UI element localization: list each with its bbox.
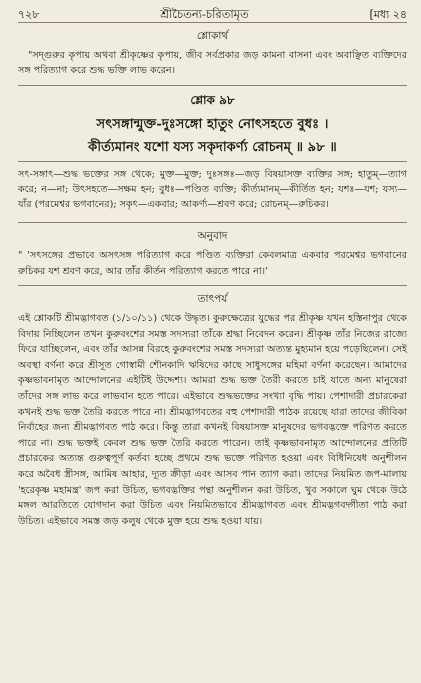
translation-text: " 'সৎসঙ্গের প্রভাবে অসৎসঙ্গ পরিত্যাগ করে পণ্ডিত ব্যক্তিরা কেবলমাত্র একবার পরমেশ্বর ভগবানের রুচিকর যশ শ্রবণ করে, আর তাঁর কীর্তন পরিত্যাগ করতে পারে না।' <box>18 250 407 277</box>
translation-heading: অনুবাদ <box>197 230 228 243</box>
sloka-line-1: সৎসঙ্গান্মুক্ত-দুঃসঙ্গো হাতুং নোৎসহতে বুধঃ । <box>96 116 329 132</box>
sloka-line-2: কীর্ত্যমানং যশো যস্য সকৃদাকর্ণ্য রোচনম্‌ ॥ ৯৮ ॥ <box>88 139 337 155</box>
divider <box>18 222 407 223</box>
prev-translation-heading: শ্লোকার্থ <box>196 30 229 42</box>
page-number: ৭২৮ <box>18 8 40 21</box>
prev-translation-text: "সদ্গুরুর কৃপায় অথবা শ্রীকৃষ্ণের কৃপায়, জীব সর্বপ্রকার জড় কামনা বাসনা এবং অবাঞ্ছিত ব্যক্তিদের সঙ্গ পরিত্যাগ করে শুদ্ধ ভক্তি লাভ করেন। <box>18 50 407 77</box>
sloka-block <box>18 92 407 162</box>
divider <box>18 285 407 286</box>
divider <box>18 85 407 86</box>
chapter-reference: [মধ্য ২৪ <box>369 8 407 21</box>
purport-heading: তাৎপর্য <box>197 293 228 306</box>
page-header <box>18 6 407 23</box>
purport-text: এই শ্লোকটি শ্রীমদ্ভাগবত (১/১০/১১) থেকে উদ্ধৃত। কুরুক্ষেত্রের যুদ্ধের পর শ্রীকৃষ্ণ যখন হস্তিনাপুর থেকে বিদায় নিচ্ছিলেন তখন কুরুবংশের সমস্ত সদস্যরা তাঁকে শ্রদ্ধা নিবেদন করেন। শ্রীকৃষ্ণ তাঁর নিজের রাজ্যে ফিরে যাচ্ছিলেন, এবং তাঁর আসন্ন বিরহে কুরুবংশের সমস্ত সদস্যরা অত্যন্ত মুহ্যমান হয়ে পড়েছিলেন। সেই অবস্থা বর্ণনা করে শ্রীসূত গোস্বামী শৌনকাদি ঋষিদের কাছে সাধুসঙ্গের মহিমা বর্ণনা করেছেন। আমাদের কৃষ্ণভাবনামৃত আন্দোলনের এইটিই উদ্দেশ্য। আমরা শুদ্ধ ভক্ত তৈরী করতে চাই যাতে অন্য মানুষেরা তাঁদের সঙ্গ লাভ করে লাভবান হতে পারে। এইভাবে শুদ্ধভক্তের সংখ্যা বৃদ্ধি পায়। পেশাদারী প্রচারকেরা কখনই শুদ্ধ ভক্ত তৈরি করতে পারে না। শ্রীমদ্ভাগবতের বহু পেশাদারী পাঠক রয়েছে যারা তাদের জীবিকা নির্বাহের জন্য শ্রীমদ্ভাগবত পাঠ করে। কিন্তু তারা কখনই বিষয়াসক্ত মানুষদের ভগবদ্ভক্তে পরিণত করতে পারে না। শুদ্ধ ভক্তই কেবল শুদ্ধ ভক্ত তৈরি করতে পারেন। তাই কৃষ্ণভাবনামৃত আন্দোলনের প্রতিটি প্রচারকের অত্যন্ত গুরুত্বপূর্ণ কর্তব্য হচ্ছে প্রথমে শুদ্ধ ভক্তে পরিণত হওয়া এবং বিধিনিষেধ অনুশীলন করে অবৈধ স্ত্রীসঙ্গ, আমিষ আহার, দ্যূত ক্রীড়া এবং আসব পান ত্যাগ করা। তাদের নিয়মিত জপ-মালায় 'হরেকৃষ্ণ মহামন্ত্র' জপ করা উচিত, ভগবদ্ভক্তির পন্থা অনুশীলন করা উচিত, খুব সকালে ঘুম থেকে উঠে মঙ্গল আরতিতে যোগদান করা উচিত এবং নিয়মিতভাবে শ্রীমদ্ভাগবত এবং শ্রীমদ্ভগবদ্গীতা পাঠ করা উচিত। এইভাবে সমস্ত জড় কলুষ থেকে মুক্ত হয়ে শুদ্ধ হওয়া যায়। <box>18 313 407 527</box>
synonyms-text: সৎ-সঙ্গাৎ—শুদ্ধ ভক্তের সঙ্গ থেকে; মুক্ত—মুক্ত; দুঃসঙ্গঃ—জড় বিষয়াসক্ত ব্যক্তির সঙ্গ; হাতুম্—ত্যাগ করে; ন—না; উৎসহতে—সক্ষম হন; বুধঃ—পণ্ডিত ব্যক্তি; কীর্ত্যমানম্—কীর্তিত হন; যশঃ—যশ; যস্য—যাঁর (পরমেশ্বর ভগবানের); সকৃৎ—একবার; আকর্ণ্য—শ্রবণ করে; রোচনম্—রুচিকর। <box>18 168 407 211</box>
book-title: শ্রীচৈতন্য-চরিতামৃত <box>160 7 249 21</box>
sloka-title: শ্লোক ৯৮ <box>190 92 235 107</box>
